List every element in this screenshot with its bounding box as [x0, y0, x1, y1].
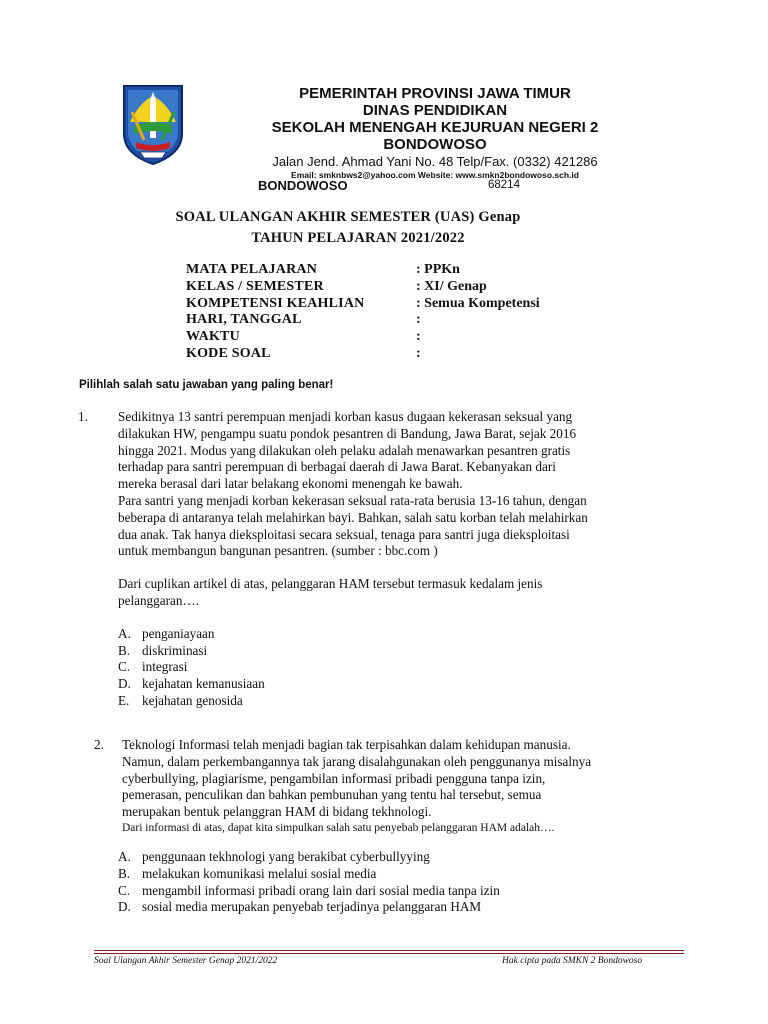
option-text: penggunaan tekhnologi yang berakibat cyberbullyying	[142, 848, 430, 864]
question-text-line: dilakukan HW, pengampu suatu pondok pesantren di Bandung, Jawa Barat, sejak 2016	[118, 425, 577, 441]
letterhead	[200, 86, 670, 180]
option-letter: A.	[118, 625, 131, 641]
question-text-line: cyberbullying, plagiarisme, pengambilan informasi pribadi pengguna tanpa izin,	[122, 770, 546, 786]
letterhead-government: PEMERINTAH PROVINSI JAWA TIMUR	[299, 85, 571, 102]
question-text-line: merupakan bentuk pelanggran HAM di bidang tekhnologi.	[122, 804, 432, 820]
academic-year: TAHUN PELAJARAN 2021/2022	[251, 230, 465, 246]
option-text: melakukan komunikasi melalui sosial media	[142, 865, 377, 881]
info-label: WAKTU	[186, 329, 240, 345]
answer-option-c[interactable]	[118, 883, 678, 900]
option-letter: D.	[118, 899, 131, 915]
letterhead-regency: BONDOWOSO	[383, 136, 487, 153]
letterhead-department: DINAS PENDIDIKAN	[362, 102, 508, 119]
info-label: MATA PELAJARAN	[186, 262, 318, 277]
info-value: : PPKn	[416, 262, 460, 277]
question-text-line: Namun, dalam perkembangannya tak jarang disalahgunakan oleh penggunanya misalnya	[122, 753, 592, 769]
info-value: : Semua Kompetensi	[416, 295, 540, 311]
option-letter: B.	[118, 865, 131, 881]
info-row	[186, 329, 686, 346]
question-prompt-line: pelanggaran….	[118, 592, 199, 608]
question-number: 1.	[78, 409, 88, 424]
answer-option-c[interactable]	[118, 659, 675, 676]
letterhead-address: Jalan Jend. Ahmad Yani No. 48 Telp/Fax. (0332) 421286	[272, 154, 598, 169]
question-text-line: beberapa di antaranya telah melahirkan bayi. Bahkan, salah satu korban telah melahirkan	[118, 509, 588, 525]
question-text-line: Para santri yang menjadi korban kekerasan seksual rata-rata berusia 13-16 tahun, dengan	[118, 492, 587, 508]
info-label: KOMPETENSI KEAHLIAN	[186, 295, 365, 311]
info-row	[186, 262, 686, 279]
option-text: kejahatan genosida	[142, 692, 243, 708]
letterhead-contact: Email: smknbws2@yahoo.com Website: www.smkn2bondowoso.sch.id	[291, 170, 579, 180]
question-text-line: pemerasan, penculikan dan bahkan pembunuhan yang tentu hal tersebut, semua	[122, 787, 542, 803]
info-value: :	[416, 329, 421, 345]
question-number: 2.	[94, 737, 104, 752]
option-letter: C.	[118, 882, 131, 898]
answer-options	[118, 849, 678, 916]
footer-rule-top	[94, 950, 684, 951]
option-text: penganiayaan	[142, 625, 215, 641]
answer-option-d[interactable]	[118, 676, 675, 693]
option-text: integrasi	[142, 659, 188, 675]
footer-rule-bottom	[94, 953, 684, 954]
option-letter: D.	[118, 676, 131, 692]
instruction: Pilihlah salah satu jawaban yang paling benar!	[79, 379, 334, 391]
letterhead-school: SEKOLAH MENENGAH KEJURUAN NEGERI 2	[271, 119, 599, 136]
question-text-line: dua anak. Tak hanya dieksploitasi secara seksual, tenaga para santri juga dieksploitasi	[118, 526, 570, 542]
answer-options	[118, 626, 675, 710]
info-value: :	[416, 312, 421, 328]
question-prompt-line: Dari cuplikan artikel di atas, pelanggaran HAM tersebut termasuk kedalam jenis	[118, 576, 543, 592]
option-text: sosial media merupakan penyebab terjadinya pelanggaran HAM	[142, 899, 482, 915]
answer-option-b[interactable]	[118, 643, 675, 660]
answer-option-e[interactable]	[118, 693, 675, 710]
option-letter: E.	[118, 692, 130, 708]
info-label: KELAS / SEMESTER	[186, 278, 324, 294]
question-prompt: Dari informasi di atas, dapat kita simpulkan salah satu penyebab pelanggaran HAM adalah….	[122, 821, 555, 834]
east-java-coat-of-arms-icon	[120, 82, 186, 166]
footer-right: Hak cipta pada SMKN 2 Bondowoso	[502, 956, 643, 966]
question-text-line: untuk membangun bangunan pesantren. (sumber : bbc.com )	[118, 543, 438, 559]
option-letter: C.	[118, 659, 131, 675]
option-letter: B.	[118, 642, 131, 658]
letterhead-city: BONDOWOSO	[258, 178, 348, 193]
question-text-line: mereka berasal dari latar belakang ekonomi menengah ke bawah.	[118, 476, 463, 492]
exam-title: SOAL ULANGAN AKHIR SEMESTER (UAS) Genap	[175, 209, 521, 225]
info-label: HARI, TANGGAL	[186, 312, 302, 328]
info-label: KODE SOAL	[186, 345, 271, 361]
answer-option-d[interactable]	[118, 899, 678, 916]
info-value: : XI/ Genap	[416, 278, 487, 294]
info-row	[186, 279, 686, 296]
exam-info-table	[186, 262, 686, 363]
question-text-line: Teknologi Informasi telah menjadi bagian tak terpisahkan dalam kehidupan manusia.	[122, 737, 571, 752]
info-row	[186, 312, 686, 329]
question-text-line: Sedikitnya 13 santri perempuan menjadi korban kasus dugaan kekerasan seksual yang	[118, 409, 573, 424]
option-text: kejahatan kemanusiaan	[142, 676, 265, 692]
answer-option-b[interactable]	[118, 866, 678, 883]
question-text-line: hingga 2021. Modus yang dilakukan oleh pelaku adalah menawarkan pesantren gratis	[118, 442, 571, 458]
option-letter: A.	[118, 848, 131, 864]
letterhead-postal-code: 68214	[488, 179, 520, 191]
info-value: :	[416, 345, 421, 361]
question-body	[118, 737, 678, 916]
question-body	[118, 409, 675, 710]
footer-left: Soal Ulangan Akhir Semester Genap 2021/2022	[94, 956, 278, 966]
option-text: diskriminasi	[142, 642, 208, 658]
info-row	[186, 296, 686, 313]
option-text: mengambil informasi pribadi orang lain dari sosial media tanpa izin	[142, 882, 500, 898]
answer-option-a[interactable]	[118, 626, 675, 643]
question-text-line: terhadap para santri perempuan di berbagai daerah di Jawa Barat. Kebanyakan dari	[118, 459, 556, 475]
info-row	[186, 346, 686, 363]
answer-option-a[interactable]	[118, 849, 678, 866]
